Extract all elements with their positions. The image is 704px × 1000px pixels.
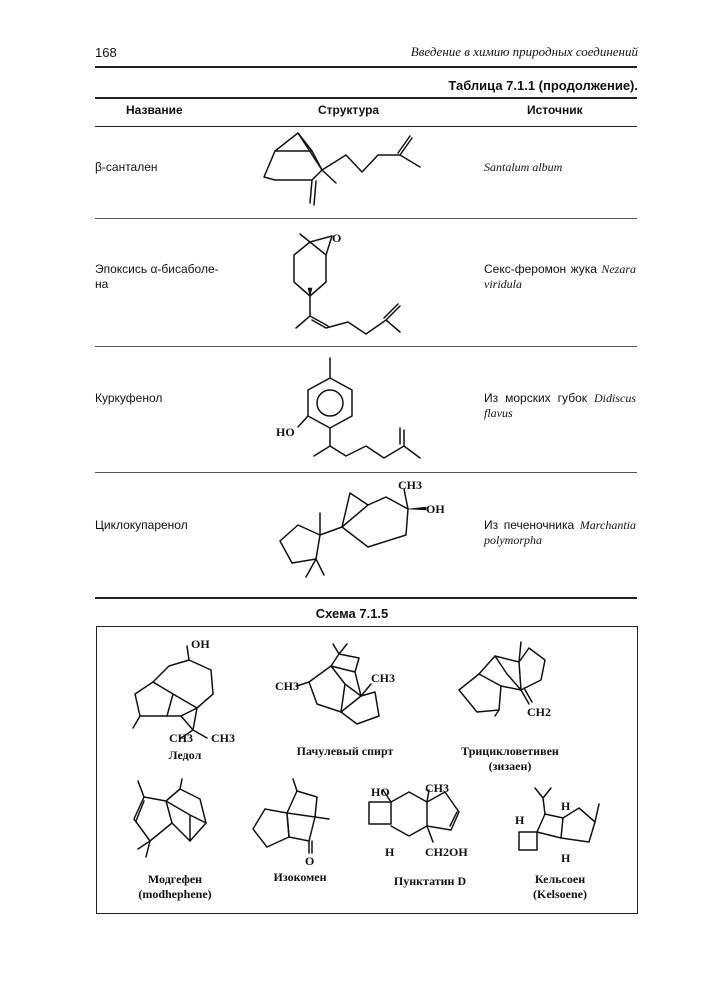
column-header-name: Название	[126, 103, 183, 117]
compound-name-punctatin	[385, 874, 475, 889]
hydrogen-label: H	[515, 813, 525, 827]
compound-name-ledol	[150, 748, 220, 763]
methyl-label: CH3	[425, 781, 449, 795]
compound-name: Кельсоен	[534, 872, 586, 886]
compound-name-kelsoene	[515, 872, 605, 902]
source-species: Didiscus flavus	[484, 391, 637, 420]
compound-name: Ледол	[168, 748, 202, 762]
compound-name-alt: (зизаен)	[488, 759, 532, 773]
hydroxyl-label: OH	[191, 637, 210, 651]
row-name-cyclocuparenol: Циклокупаренол	[95, 518, 188, 532]
methyl-label: CH3	[398, 478, 422, 492]
methyl-label: CH3	[211, 731, 235, 745]
structure-cyclocuparenol	[268, 475, 448, 593]
structure-punctatin-d	[355, 780, 475, 870]
compound-name-alt: (modhephene)	[138, 887, 212, 901]
row-source-curcuphenol	[484, 391, 636, 421]
row-divider	[95, 346, 637, 347]
compound-name: Трицикловетивен	[461, 744, 559, 758]
row-name-epoxy-bisabolene: Эпоксись α-бисаболе-на	[95, 262, 219, 291]
ketone-oxygen-label: O	[305, 854, 315, 868]
source-species: Nezara viridula	[484, 262, 636, 291]
row-name-beta-santalene: β-санталeн	[95, 160, 158, 174]
methyl-label: CH3	[275, 679, 299, 693]
row-divider	[95, 472, 637, 473]
structure-modhephene	[120, 775, 220, 865]
hydrogen-label: H	[561, 851, 571, 865]
methyl-label: CH3	[371, 671, 395, 685]
source-species: Marchantia polymorpha	[484, 518, 636, 547]
compound-name: Модгефен	[147, 872, 203, 886]
compound-name: Пачулевый спирт	[296, 744, 394, 758]
table-top-rule	[95, 97, 637, 99]
column-header-structure: Структура	[318, 103, 380, 117]
structure-kelsoene	[505, 780, 615, 870]
hydroxymethyl-label: CH2OH	[425, 845, 468, 859]
row-source-epoxy-bisabolene	[484, 262, 636, 292]
methylene-label: CH2	[527, 705, 551, 719]
hydroxyl-label: HO	[371, 785, 390, 799]
hydroxyl-label: OH	[426, 502, 445, 516]
structure-tricyclovetivene	[455, 636, 585, 726]
structure-beta-santalene	[250, 125, 440, 220]
compound-name: Пунктатин D	[393, 874, 467, 888]
compound-name-patchouli	[280, 744, 410, 759]
source-description: Из печеночника	[484, 518, 575, 532]
structure-patchouli-alcohol	[275, 640, 405, 730]
compound-name-modhephene	[120, 872, 230, 902]
structure-isocomene	[245, 775, 345, 868]
compound-name-isocomene	[255, 870, 345, 885]
column-header-source: Источник	[527, 103, 583, 117]
source-species: Santalum album	[484, 160, 563, 174]
header-rule	[95, 66, 637, 68]
compound-name-alt: (Kelsoene)	[533, 887, 587, 901]
compound-name: Изокомен	[273, 870, 327, 884]
source-description: Секс-феромон жука	[484, 262, 597, 276]
hydroxyl-label: HO	[276, 425, 295, 439]
scheme-caption: Схема 7.1.5	[315, 606, 389, 621]
compound-name-tricyclovetivene	[455, 744, 565, 774]
hydrogen-label: H	[561, 799, 571, 813]
hydrogen-label: H	[385, 845, 395, 859]
structure-epoxy-bisabolene	[270, 222, 440, 344]
source-description: Из морских губок	[484, 391, 587, 405]
page-number: 168	[95, 45, 117, 60]
row-source-beta-santalene	[484, 160, 636, 175]
structure-curcuphenol	[270, 350, 440, 470]
epoxide-oxygen-label: O	[332, 231, 342, 245]
table-bottom-rule	[95, 597, 637, 599]
structure-ledol	[125, 636, 245, 746]
row-source-cyclocuparenol	[484, 518, 636, 548]
row-divider	[95, 218, 637, 219]
methyl-label: CH3	[169, 731, 193, 745]
row-name-curcuphenol: Куркуфенол	[95, 391, 163, 405]
running-title: Введение в химию природных соединений	[410, 44, 638, 59]
table-caption: Таблица 7.1.1 (продолжение).	[448, 78, 638, 93]
